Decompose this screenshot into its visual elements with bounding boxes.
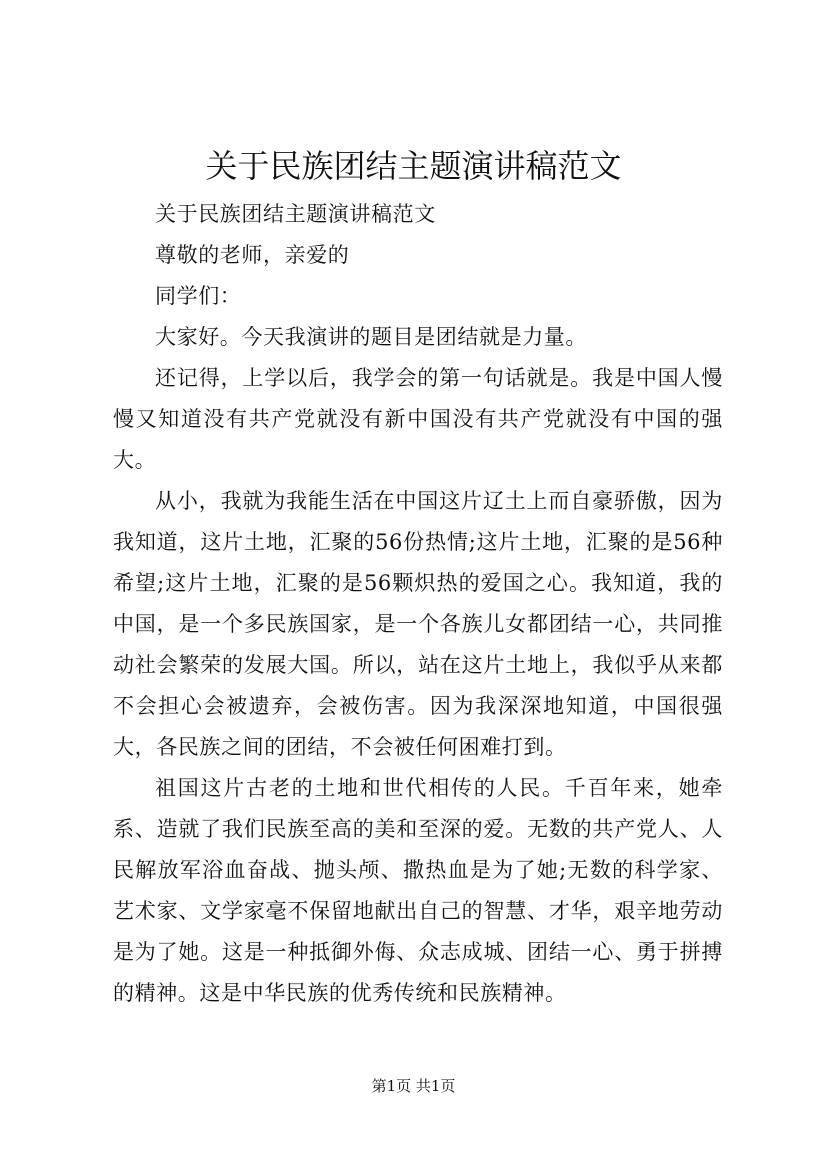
paragraph-salutation: 尊敬的老师，亲爱的 [155, 243, 350, 267]
paragraph-subtitle: 关于民族团结主题演讲稿范文 [155, 202, 436, 226]
paragraph-body-3: 祖国这片古老的土地和世代相传的人民。千百年来，她牵系、造就了我们民族至高的美和至深的爱。无数的共产党人、人民解放军浴血奋战、抛头颅、撒热血是为了她;无数的科学家、艺术家、文学家毫不保留地献出自己的智慧、才华，艰辛地劳动是为了她。这是一种抵御外侮、众志成城、团结一心、勇于拼搏的精神。这是中华民族的优秀传统和民族精神。 [113, 776, 723, 1005]
document-body [113, 194, 723, 1014]
paragraph-greeting: 大家好。今天我演讲的题目是团结就是力量。 [155, 325, 587, 349]
paragraph-body-2: 从小，我就为我能生活在中国这片辽土上而自豪骄傲，因为我知道，这片土地，汇聚的56份热情;这片土地，汇聚的是56种希望;这片土地，汇聚的是56颗炽热的爱国之心。我知道，我的中国，是一个多民族国家，是一个各族儿女都团结一心，共同推动社会繁荣的发展大国。所以，站在这片土地上，我似乎从来都不会担心会被遗弃，会被伤害。因为我深深地知道，中国很强大，各民族之间的团结，不会被任何困难打到。 [113, 489, 723, 759]
page-footer: 第1页 共1页 [371, 1077, 456, 1095]
document-title: 关于民族团结主题演讲稿范文 [205, 147, 622, 185]
paragraph-salutation-cont: 同学们： [155, 284, 242, 308]
paragraph-body-1: 还记得，上学以后，我学会的第一句话就是。我是中国人慢慢又知道没有共产党就没有新中国没有共产党就没有中国的强大。 [113, 366, 723, 472]
